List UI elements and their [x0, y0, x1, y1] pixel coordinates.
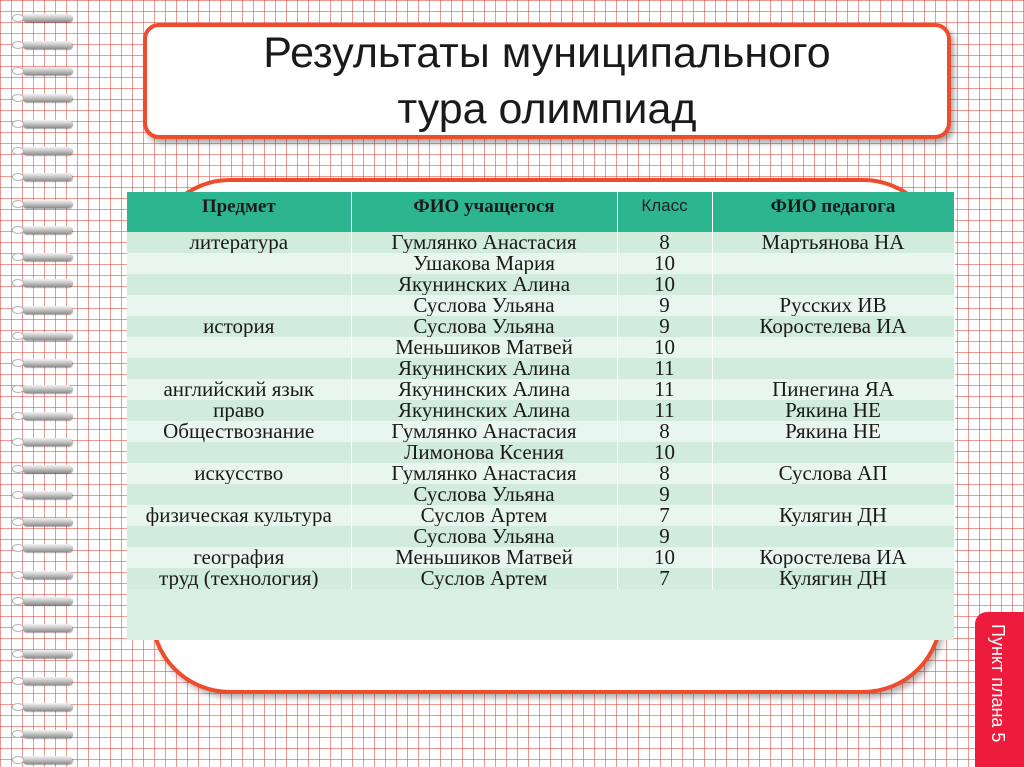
spiral-ring [22, 359, 72, 367]
results-table-wrap [127, 192, 954, 640]
title-line-2: тура олимпиад [397, 85, 697, 133]
spiral-ring [22, 147, 72, 155]
cell-grade: 10 [617, 442, 712, 463]
spiral-ring [22, 253, 72, 261]
spiral-ring [22, 173, 72, 181]
cell-subject: труд (технология) [127, 568, 351, 589]
cell-subject: искусство [127, 463, 351, 484]
cell-student: Суслов Артем [351, 505, 617, 526]
cell-grade: 10 [617, 253, 712, 274]
cell-grade: 8 [617, 421, 712, 442]
cell-subject: история [127, 316, 351, 337]
spiral-ring [22, 518, 72, 526]
spiral-ring [22, 544, 72, 552]
cell-grade: 10 [617, 274, 712, 295]
cell-grade: 11 [617, 358, 712, 379]
table-row [127, 568, 954, 589]
table-row [127, 505, 954, 526]
cell-student: Суслов Артем [351, 568, 617, 589]
cell-grade: 11 [617, 379, 712, 400]
cell-subject [127, 295, 351, 316]
cell-grade: 9 [617, 484, 712, 505]
spiral-ring [22, 571, 72, 579]
cell-grade: 8 [617, 232, 712, 253]
header-grade: Класс [617, 192, 712, 232]
header-teacher: ФИО педагога [712, 192, 954, 232]
spiral-ring [22, 14, 72, 22]
cell-teacher: Мартьянова НА [712, 232, 954, 253]
cell-grade: 9 [617, 316, 712, 337]
spiral-ring [22, 332, 72, 340]
table-row [127, 316, 954, 337]
cell-teacher: Рякина НЕ [712, 421, 954, 442]
table-row [127, 253, 954, 274]
table-header-row [127, 192, 954, 232]
spiral-ring [22, 226, 72, 234]
slide-title [263, 25, 830, 137]
cell-grade: 9 [617, 295, 712, 316]
cell-grade: 8 [617, 463, 712, 484]
title-line-1: Результаты муниципального [263, 29, 831, 77]
cell-teacher: Коростелева ИА [712, 547, 954, 568]
cell-teacher: Кулягин ДН [712, 505, 954, 526]
cell-subject: физическая культура [127, 505, 351, 526]
spiral-ring [22, 120, 72, 128]
cell-student: Меньшиков Матвей [351, 337, 617, 358]
cell-subject: Обществознание [127, 421, 351, 442]
spiral-ring [22, 67, 72, 75]
spiral-ring [22, 597, 72, 605]
spiral-ring [22, 200, 72, 208]
cell-teacher [712, 442, 954, 463]
table-row [127, 400, 954, 421]
spiral-ring [22, 385, 72, 393]
table-body [127, 232, 954, 589]
spiral-ring [22, 94, 72, 102]
cell-teacher: Кулягин ДН [712, 568, 954, 589]
cell-student: Гумлянко Анастасия [351, 421, 617, 442]
cell-subject: литература [127, 232, 351, 253]
spiral-ring [22, 650, 72, 658]
cell-teacher: Русских ИВ [712, 295, 954, 316]
table-row [127, 274, 954, 295]
spiral-ring [22, 279, 72, 287]
cell-subject [127, 337, 351, 358]
cell-student: Суслова Ульяна [351, 526, 617, 547]
cell-grade: 7 [617, 505, 712, 526]
cell-student: Якунинских Алина [351, 358, 617, 379]
table-row [127, 232, 954, 253]
cell-subject: английский язык [127, 379, 351, 400]
spiral-ring [22, 491, 72, 499]
cell-student: Гумлянко Анастасия [351, 463, 617, 484]
cell-grade: 10 [617, 337, 712, 358]
table-row [127, 337, 954, 358]
spiral-ring [22, 730, 72, 738]
cell-student: Суслова Ульяна [351, 484, 617, 505]
spiral-ring [22, 306, 72, 314]
cell-teacher: Коростелева ИА [712, 316, 954, 337]
title-box [143, 23, 951, 139]
table-row [127, 379, 954, 400]
cell-grade: 10 [617, 547, 712, 568]
table-row [127, 484, 954, 505]
cell-teacher [712, 274, 954, 295]
cell-student: Суслова Ульяна [351, 295, 617, 316]
header-subject: Предмет [127, 192, 351, 232]
cell-teacher [712, 526, 954, 547]
cell-subject [127, 526, 351, 547]
table-row [127, 358, 954, 379]
spiral-ring [22, 438, 72, 446]
cell-subject [127, 442, 351, 463]
spiral-ring [22, 703, 72, 711]
table-row [127, 421, 954, 442]
cell-teacher: Суслова АП [712, 463, 954, 484]
cell-teacher [712, 484, 954, 505]
cell-student: Меньшиков Матвей [351, 547, 617, 568]
cell-teacher: Пинегина ЯА [712, 379, 954, 400]
cell-subject [127, 274, 351, 295]
spiral-ring [22, 624, 72, 632]
spiral-ring [22, 412, 72, 420]
plan-item-label: Пункт плана 5 [988, 624, 1008, 743]
table-row [127, 526, 954, 547]
plan-item-tab[interactable] [975, 612, 1024, 767]
cell-teacher [712, 253, 954, 274]
cell-grade: 9 [617, 526, 712, 547]
cell-subject [127, 358, 351, 379]
cell-student: Гумлянко Анастасия [351, 232, 617, 253]
cell-student: Ушакова Мария [351, 253, 617, 274]
table-row [127, 442, 954, 463]
cell-student: Суслова Ульяна [351, 316, 617, 337]
cell-subject [127, 253, 351, 274]
header-student: ФИО учащегося [351, 192, 617, 232]
cell-subject: право [127, 400, 351, 421]
spiral-ring [22, 756, 72, 764]
cell-student: Якунинских Алина [351, 400, 617, 421]
spiral-ring [22, 465, 72, 473]
spiral-ring [22, 41, 72, 49]
cell-grade: 11 [617, 400, 712, 421]
cell-teacher [712, 358, 954, 379]
cell-teacher: Рякина НЕ [712, 400, 954, 421]
cell-student: Якунинских Алина [351, 274, 617, 295]
spiral-ring [22, 677, 72, 685]
table-row [127, 463, 954, 484]
table-row [127, 295, 954, 316]
cell-subject: география [127, 547, 351, 568]
results-table [127, 192, 955, 589]
cell-student: Лимонова Ксения [351, 442, 617, 463]
cell-grade: 7 [617, 568, 712, 589]
cell-subject [127, 484, 351, 505]
cell-teacher [712, 337, 954, 358]
notebook-spiral [0, 0, 80, 767]
table-row [127, 547, 954, 568]
cell-student: Якунинских Алина [351, 379, 617, 400]
